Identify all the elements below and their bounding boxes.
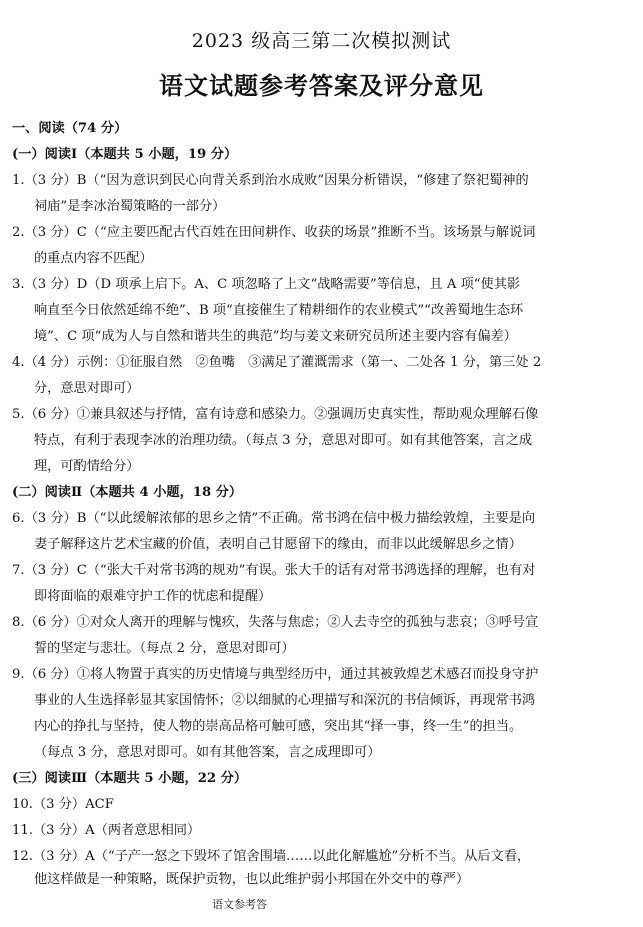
answer-line: 7.（3 分）C（“张大千对常书鸿的规劝”有误。张大千的话有对常书鸿选择的理解，也有对 <box>12 563 536 578</box>
answer-line: 内心的挣扎与坚持，使人物的崇高品格可触可感，突出其“择一事，终一生”的担当。 <box>34 719 523 734</box>
answer-line: 事业的人生选择彰显其家国情怀；②以细腻的心理描写和深沉的书信倾诉，再现常书鸿 <box>34 693 536 708</box>
answer-line: 1.（3 分）B（“因为意识到民心向背关系到治水成败”因果分析错误，“修建了祭祀蜀神的 <box>12 173 529 188</box>
answer-line: 10.（3 分）ACF <box>12 797 114 812</box>
answer-line: 誓的坚定与悲壮。（每点 2 分，意思对即可） <box>34 641 295 656</box>
answer-line: 理，可酌情给分） <box>34 459 140 474</box>
answer-line: 6.（3 分）B（“以此缓解浓郁的思乡之情”不正确。常书鸿在信中极力描绘敦煌，主要是向 <box>12 511 536 526</box>
answer-line: 5.（6 分）①兼具叙述与抒情，富有诗意和感染力。②强调历史真实性，帮助观众理解石像 <box>12 407 539 422</box>
answer-line: 妻子解释这片艺术宝藏的价值，表明自己甘愿留下的缘由，而非以此缓解思乡之情） <box>34 537 522 552</box>
answer-line: 祠庙”是李冰治蜀策略的一部分） <box>34 199 226 214</box>
answer-line: 特点，有利于表现李冰的治理功绩。（每点 3 分，意思对即可。如有其他答案，言之成 <box>34 433 533 448</box>
section-heading-reading-2: (二）阅读Ⅱ（本题共 4 小题，18 分） <box>12 485 243 500</box>
page-footer: 语文参考答 <box>212 898 267 911</box>
answer-line: 即将面临的艰难守护工作的忧虑和提醒） <box>34 589 272 604</box>
answer-line: 境”、C 项“成为人与自然和谐共生的典范”均与姜文来研究员所述主要内容有偏差） <box>34 329 517 344</box>
section-heading-reading-3: (三）阅读Ⅲ（本题共 5 小题，22 分） <box>12 771 248 786</box>
answer-line: 8.（6 分）①对众人离开的理解与愧疚，失落与焦虑；②人去寺空的孤独与悲哀；③呼号宣 <box>12 615 539 630</box>
answer-line: 12.（3 分）A（“子产一怒之下毁坏了馆舍围墙……以此化解尴尬”分析不当。从后文看， <box>12 849 531 864</box>
section-heading-reading-1: (一）阅读Ⅰ（本题共 5 小题，19 分） <box>12 147 238 162</box>
part-heading: 一、阅读（74 分） <box>12 121 128 136</box>
answer-line: （每点 3 分，意思对即可。如有其他答案，言之成理即可） <box>34 745 381 760</box>
answer-line: 4.（4 分）示例：①征服自然 ②鱼嘴 ③满足了灌溉需求（第一、二处各 1 分，第三处 2 <box>12 355 542 370</box>
answer-key-title: 语文试题参考答案及评分意见 <box>159 71 484 100</box>
answer-line: 他这样做是一种策略，既保护贡物，也以此维护弱小邦国在外交中的尊严） <box>34 872 470 887</box>
answer-line: 3.（3 分）D（D 项承上启下。A、C 项忽略了上文“战略需要”等信息，且 A 项“使其影 <box>12 277 521 292</box>
answer-line: 11.（3 分）A（两者意思相同） <box>12 823 201 838</box>
answer-line: 分，意思对即可） <box>34 381 140 396</box>
answer-line: 响直至今日依然延绵不绝”、B 项“直接催生了精耕细作的农业模式”“改善蜀地生态环 <box>34 303 524 318</box>
answer-line: 9.（6 分）①将人物置于真实的历史情境与典型经历中，通过其被敦煌艺术感召而投身守护 <box>12 667 539 682</box>
answer-line: 的重点内容不匹配） <box>34 251 153 266</box>
exam-title: 2023 级高三第二次模拟测试 <box>191 30 452 52</box>
answer-line: 2.（3 分）C（“应主要匹配古代百姓在田间耕作、收获的场景”推断不当。该场景与解说词 <box>12 225 536 240</box>
